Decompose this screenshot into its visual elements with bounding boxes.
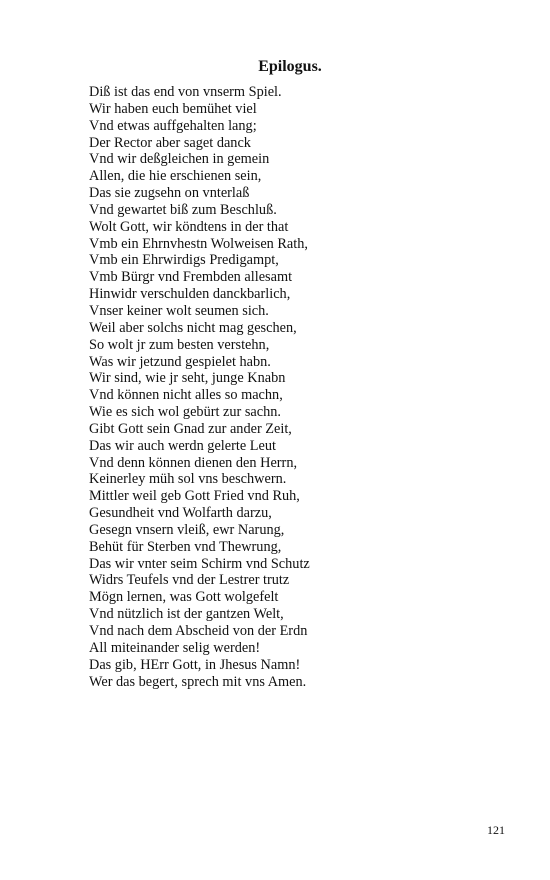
verse-line: Keinerley müh sol vns beschwern. bbox=[89, 471, 287, 488]
verse-line: Weil aber solchs nicht mag geschen, bbox=[89, 319, 297, 336]
verse-line: Mögn lernen, was Gott wolgefelt bbox=[89, 589, 279, 606]
verse-line: Das gib, HErr Gott, in Jhesus Namn! bbox=[89, 656, 301, 673]
verse-line: Vnd können nicht alles so machn, bbox=[89, 387, 283, 404]
verse-line: Gesundheit vnd Wolfarth darzu, bbox=[89, 505, 272, 522]
verse-line: Das wir auch werdn gelerte Leut bbox=[89, 437, 276, 454]
verse-lines bbox=[89, 84, 489, 690]
verse-line: Allen, die hie erschienen sein, bbox=[89, 168, 262, 185]
verse-line: Diß ist das end von vnserm Spiel. bbox=[89, 84, 282, 100]
verse-line: Vnser keiner wolt seumen sich. bbox=[89, 302, 269, 319]
page-number: 121 bbox=[487, 823, 505, 837]
verse-line: All miteinander selig werden! bbox=[89, 639, 261, 656]
verse-line: Hinwidr verschulden danckbarlich, bbox=[89, 286, 291, 303]
verse-line: So wolt jr zum besten verstehn, bbox=[89, 336, 270, 353]
verse-line: Behüt für Sterben vnd Thewrung, bbox=[89, 538, 282, 555]
verse-line: Wolt Gott, wir köndtens in der that bbox=[89, 218, 289, 235]
verse-line: Vnd gewartet biß zum Beschluß. bbox=[89, 201, 277, 218]
verse-line: Wir sind, wie jr seht, junge Knabn bbox=[89, 370, 286, 387]
verse-line: Der Rector aber saget danck bbox=[89, 134, 251, 151]
verse-line: Vnd etwas auffgehalten lang; bbox=[89, 117, 257, 134]
heading-text: Epilogus. bbox=[258, 58, 322, 75]
verse-line: Vnd nach dem Abscheid von der Erdn bbox=[89, 623, 308, 639]
verse-line: Wer das begert, sprech mit vns Amen. bbox=[89, 673, 307, 690]
verse-line: Wir haben euch bemühet viel bbox=[89, 100, 257, 117]
verse-line: Gibt Gott sein Gnad zur ander Zeit, bbox=[89, 420, 292, 437]
verse-line: Vnd wir deßgleichen in gemein bbox=[89, 151, 270, 168]
verse-line: Widrs Teufels vnd der Lestrer trutz bbox=[89, 572, 290, 589]
verse-line: Vmb ein Ehrwirdigs Predigampt, bbox=[89, 252, 279, 269]
verse-line: Vnd denn können dienen den Herrn, bbox=[89, 454, 298, 471]
verse-line: Vmb Bürgr vnd Frembden allesamt bbox=[89, 269, 293, 286]
verse-line: Das wir vnter seim Schirm vnd Schutz bbox=[89, 555, 310, 572]
verse-line: Gesegn vnsern vleiß, ewr Narung, bbox=[89, 521, 285, 538]
verse-line: Mittler weil geb Gott Fried vnd Ruh, bbox=[89, 488, 300, 505]
verse-line: Wie es sich wol gebürt zur sachn. bbox=[89, 404, 281, 421]
epilogue-heading bbox=[90, 57, 490, 77]
verse-line: Was wir jetzund gespielet habn. bbox=[89, 353, 271, 370]
verse-line: Vnd nützlich ist der gantzen Welt, bbox=[89, 606, 284, 623]
verse-line: Vmb ein Ehrnvhestn Wolweisen Rath, bbox=[89, 235, 308, 252]
verse-line: Das sie zugsehn on vnterlaß bbox=[89, 185, 250, 202]
